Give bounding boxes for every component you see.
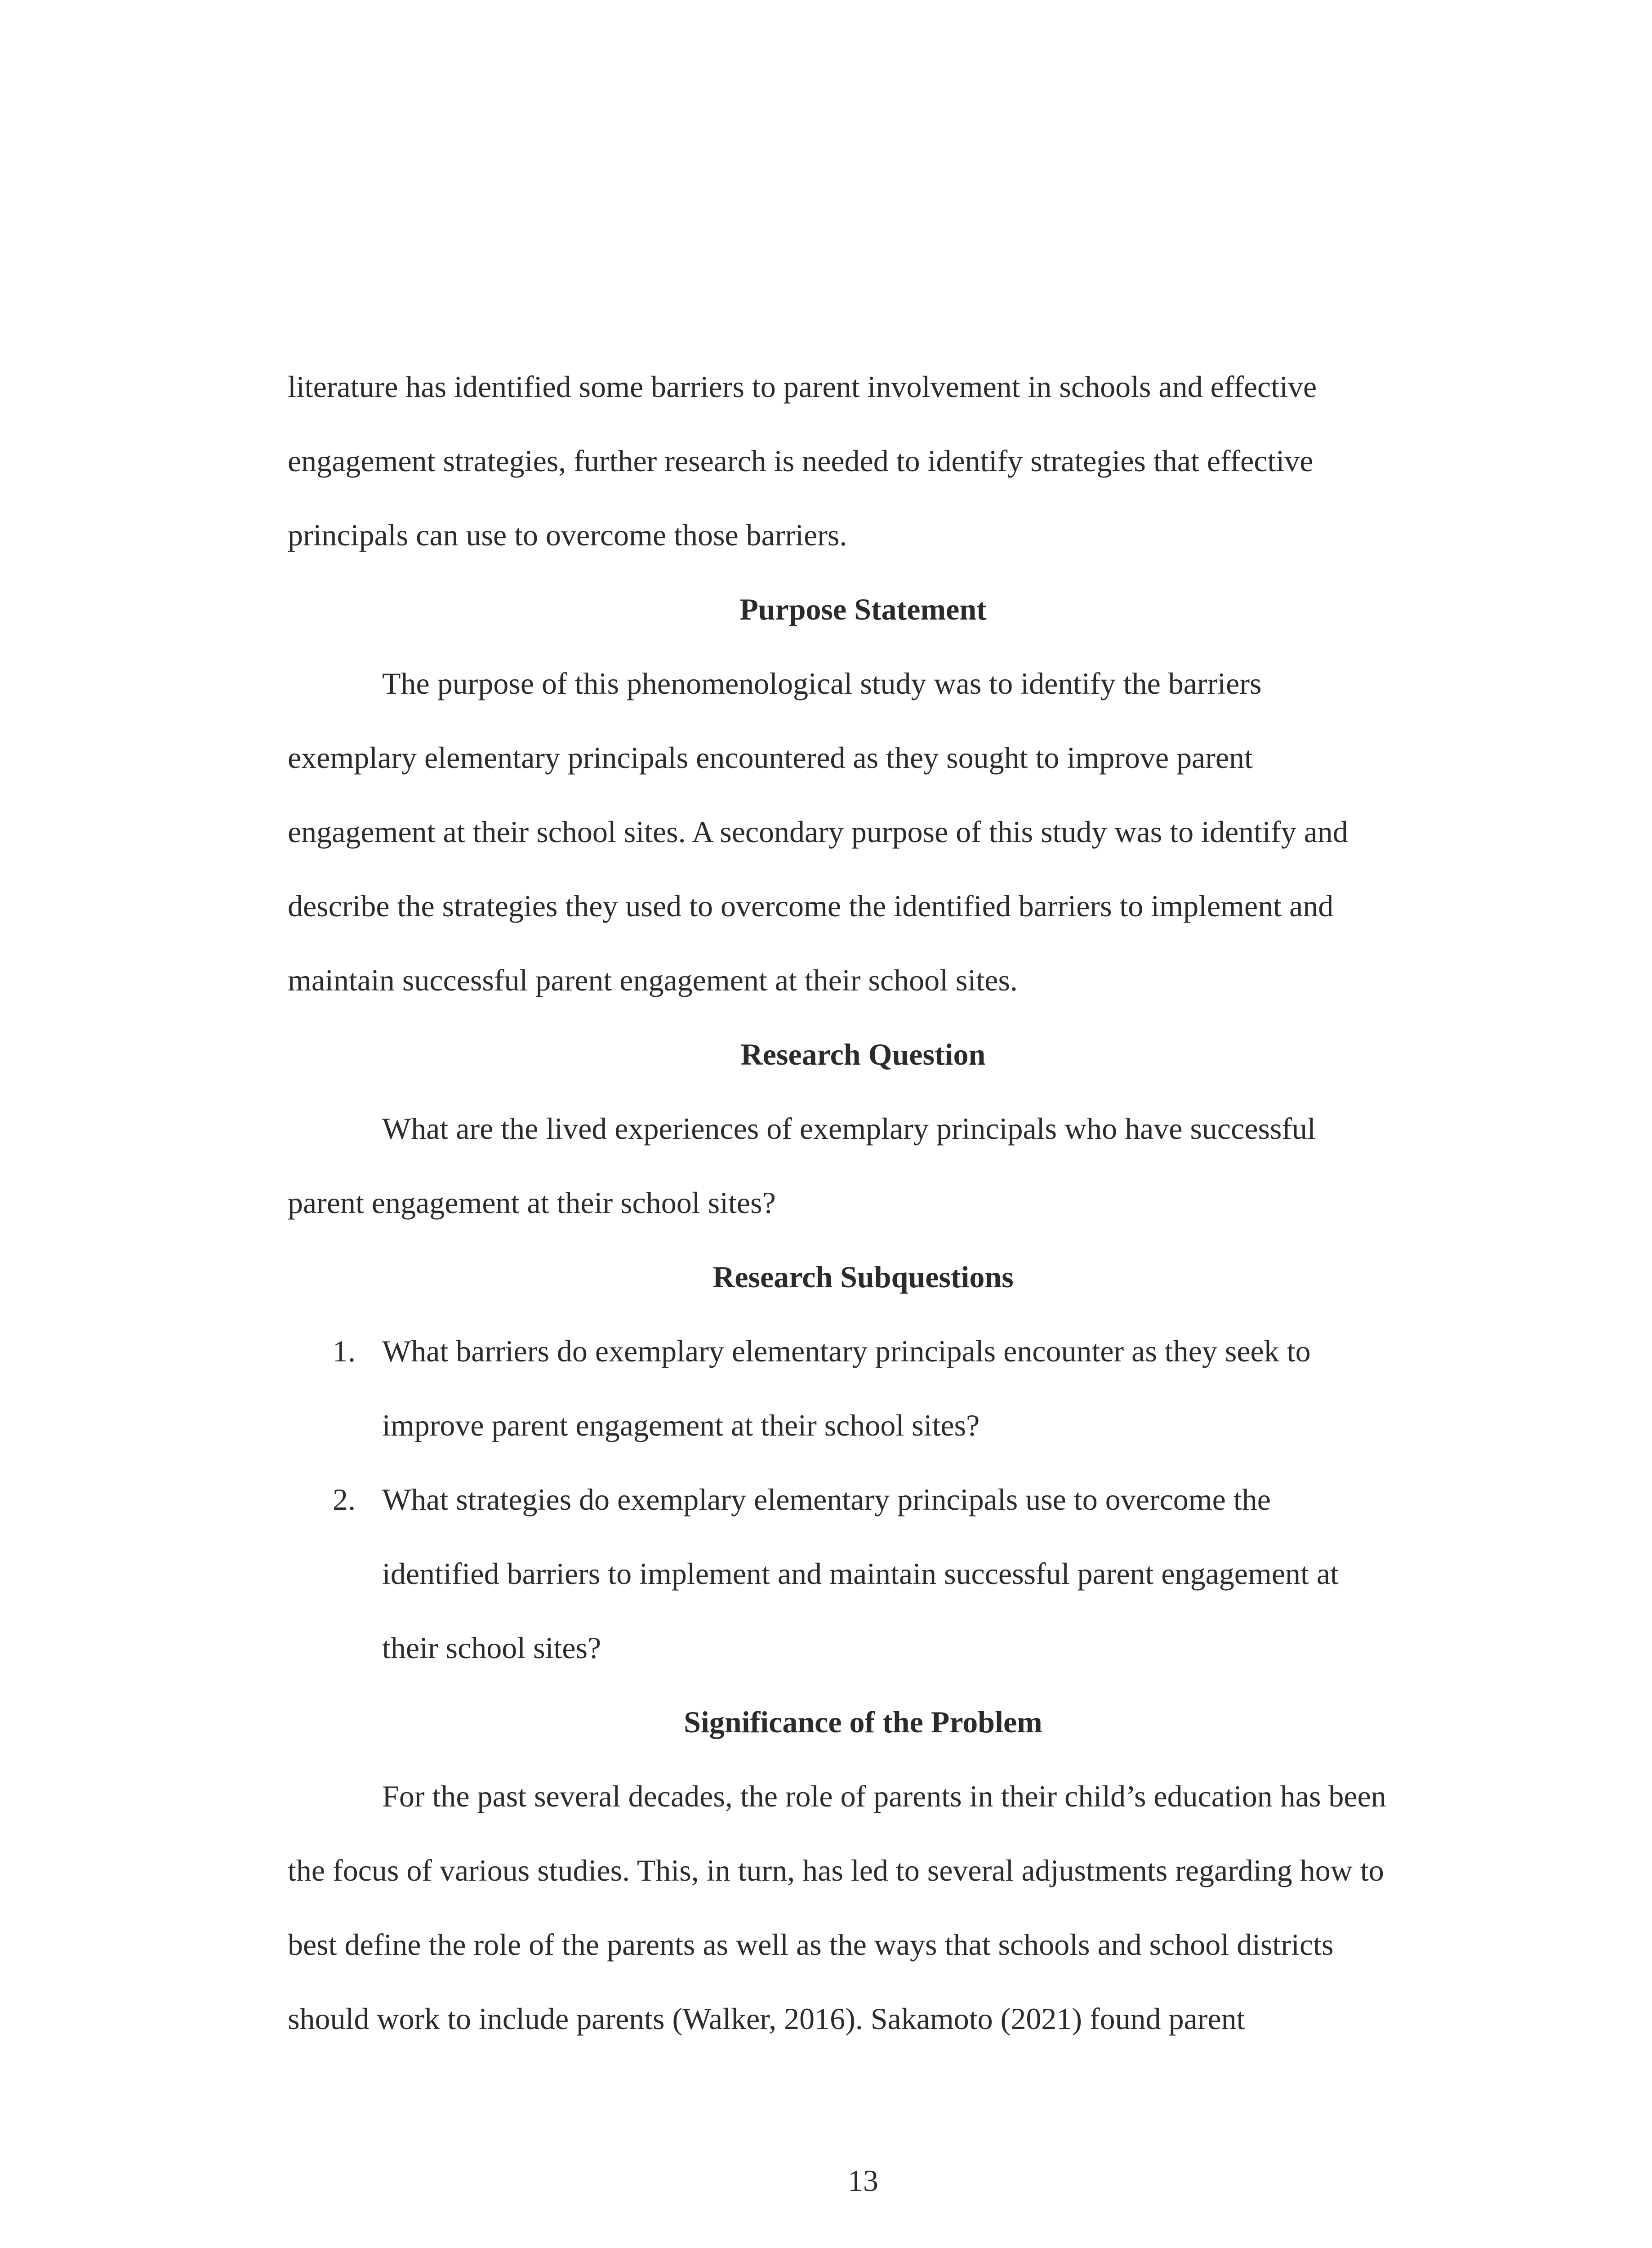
purpose-line-1: The purpose of this phenomenological study was to identify the barriers [382,666,1262,700]
subquestion-2-line-2: identified barriers to implement and maintain successful parent engagement at [382,1557,1339,1591]
research-question-line-2: parent engagement at their school sites? [288,1186,776,1220]
significance-line-4: should work to include parents (Walker, 2016). Sakamoto (2021) found parent [288,2002,1245,2036]
subquestion-2-line-1: What strategies do exemplary elementary principals use to overcome the [382,1482,1271,1517]
research-question-line-1: What are the lived experiences of exemplary principals who have successful [382,1111,1316,1146]
subquestions-heading: Research Subquestions [712,1260,1014,1294]
significance-line-1: For the past several decades, the role of parents in their child’s education has been [382,1779,1386,1813]
page-number: 13 [848,2163,878,2198]
significance-line-2: the focus of various studies. This, in turn, has led to several adjustments regarding how to [288,1853,1384,1887]
intro-line-2: engagement strategies, further research is needed to identify strategies that effective [288,444,1314,478]
subquestion-2-line-3: their school sites? [382,1631,601,1665]
purpose-line-2: exemplary elementary principals encountered as they sought to improve parent [288,740,1253,775]
significance-heading: Significance of the Problem [684,1705,1042,1739]
purpose-line-4: describe the strategies they used to overcome the identified barriers to implement and [288,889,1334,923]
purpose-line-3: engagement at their school sites. A secondary purpose of this study was to identify and [288,815,1348,849]
intro-line-3: principals can use to overcome those barriers. [288,518,847,552]
subquestion-1-line-2: improve parent engagement at their school sites? [382,1408,980,1442]
purpose-line-5: maintain successful parent engagement at their school sites. [288,963,1018,997]
significance-line-3: best define the role of the parents as well as the ways that schools and school districts [288,1927,1334,1962]
research-question-heading: Research Question [740,1037,986,1071]
subquestion-2-number: 2. [333,1482,356,1517]
subquestion-1-number: 1. [333,1334,356,1368]
purpose-heading: Purpose Statement [739,592,987,626]
subquestion-1-line-1: What barriers do exemplary elementary principals encounter as they seek to [382,1334,1311,1368]
intro-line-1: literature has identified some barriers to parent involvement in schools and effective [288,370,1317,404]
